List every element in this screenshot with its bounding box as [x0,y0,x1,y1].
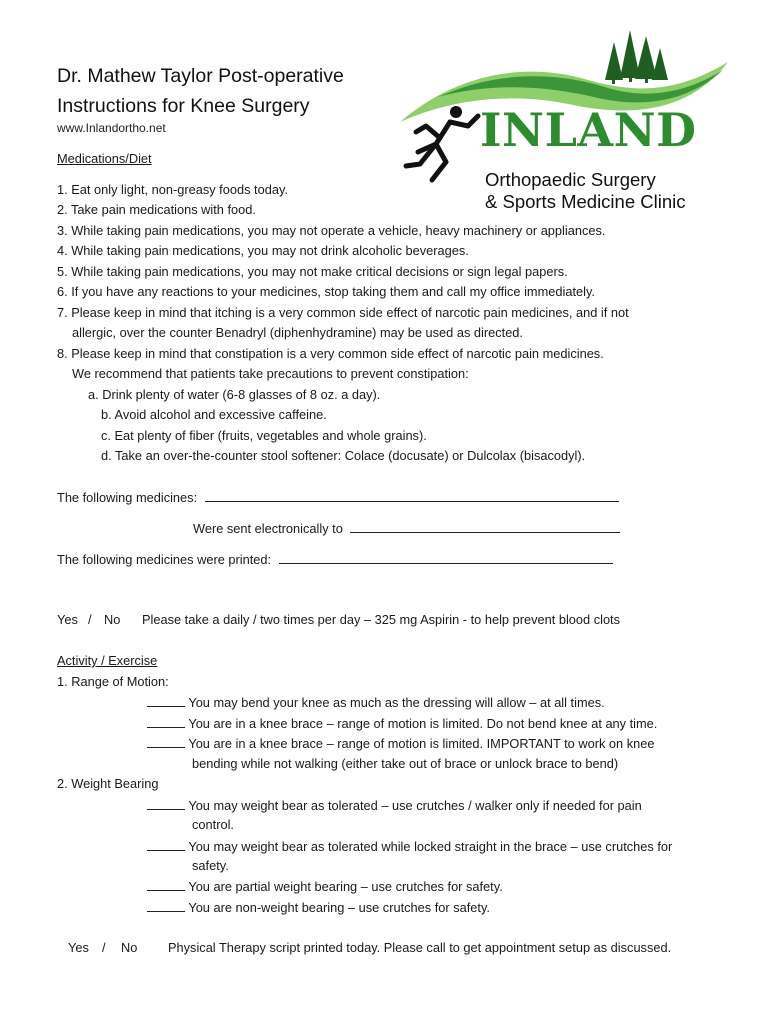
medication-item: 4. While taking pain medications, you may not drink alcoholic beverages. [57,243,469,258]
logo-wordmark: INLAND [480,103,697,157]
weight-option-label: You may weight bear as tolerated while locked straight in the brace – use crutches for [188,839,673,854]
constipation-tip: d. Take an over-the-counter stool softener: Colace (docusate) or Dulcolax (bisacodyl). [101,448,586,463]
title-line-2: Instructions for Knee Surgery [57,95,310,117]
range-of-motion-heading: 1. Range of Motion: [57,674,169,689]
medicines-printed-label: The following medicines were printed: [57,552,272,567]
medicines-printed-row [57,550,613,568]
therapy-no[interactable]: No [121,940,138,955]
range-option [147,734,654,752]
medication-item: 5. While taking pain medications, you may not make critical decisions or sign legal papers. [57,264,568,279]
following-medicines-label: The following medicines: [57,490,198,505]
medication-item-continuation: allergic, over the counter Benadryl (diphenhydramine) may be used as directed. [72,325,523,340]
page-title [57,61,344,121]
range-option-blank[interactable] [147,734,185,748]
website-link[interactable]: www.Inlandortho.net [57,121,166,135]
sent-electronically-row [193,519,620,537]
pine-trees-icon [605,30,668,84]
weight-option [147,877,503,895]
range-option-label: You are in a knee brace – range of motion is limited. IMPORTANT to work on knee [188,736,655,751]
aspirin-no[interactable]: No [104,612,121,627]
medication-item: 3. While taking pain medications, you may not operate a vehicle, heavy machinery or appliances. [57,223,606,238]
weight-option-label: You may weight bear as tolerated – use crutches / walker only if needed for pain [188,798,642,813]
sent-electronically-label: Were sent electronically to [193,521,343,536]
constipation-tip: c. Eat plenty of fiber (fruits, vegetables and whole grains). [101,428,427,443]
weight-option-blank[interactable] [147,898,185,912]
medication-item: 6. If you have any reactions to your medicines, stop taking them and call my office immediately. [57,284,595,299]
medication-item: 7. Please keep in mind that itching is a very common side effect of narcotic pain medicines, and if not [57,305,629,320]
weight-option-blank[interactable] [147,796,185,810]
weight-option [147,898,490,916]
weight-option-label: You are partial weight bearing – use crutches for safety. [188,879,503,894]
activity-heading: Activity / Exercise [57,653,158,668]
therapy-yes[interactable]: Yes [68,940,89,955]
medicines-printed-blank[interactable] [279,550,613,564]
therapy-instruction: Physical Therapy script printed today. Please call to get appointment setup as discussed. [168,940,672,955]
medication-item: 8. Please keep in mind that constipation is a very common side effect of narcotic pain medicines. [57,346,604,361]
constipation-tip: b. Avoid alcohol and excessive caffeine. [101,407,327,422]
range-option-blank[interactable] [147,693,185,707]
weight-option [147,837,672,855]
medications-heading: Medications/Diet [57,151,152,166]
weight-option-label: You are non-weight bearing – use crutches for safety. [188,900,490,915]
runner-icon [406,106,478,180]
medication-item: 2. Take pain medications with food. [57,202,256,217]
following-medicines-blank[interactable] [205,488,619,502]
aspirin-yes[interactable]: Yes [57,612,78,627]
range-option [147,693,605,711]
range-option [147,714,657,732]
title-line-1: Dr. Mathew Taylor Post-operative [57,65,344,87]
range-option-continuation: bending while not walking (either take out of brace or unlock brace to bend) [192,756,619,771]
weight-option-blank[interactable] [147,837,185,851]
weight-option-continuation: safety. [192,858,229,873]
weight-option-continuation: control. [192,817,234,832]
logo-subtitle-1: Orthopaedic Surgery [485,169,656,190]
range-option-blank[interactable] [147,714,185,728]
weight-bearing-heading: 2. Weight Bearing [57,776,159,791]
constipation-tip: a. Drink plenty of water (6-8 glasses of 8 oz. a day). [88,387,381,402]
range-option-label: You are in a knee brace – range of motion is limited. Do not bend knee at any time. [188,716,658,731]
sent-electronically-blank[interactable] [350,519,620,533]
medication-item-continuation: We recommend that patients take precautions to prevent constipation: [72,366,469,381]
weight-option-blank[interactable] [147,877,185,891]
aspirin-instruction: Please take a daily / two times per day – 325 mg Aspirin - to help prevent blood clots [142,612,621,627]
aspirin-separator: / [88,612,92,627]
therapy-separator: / [102,940,106,955]
following-medicines-row [57,488,619,506]
medication-item: 1. Eat only light, non-greasy foods today. [57,182,288,197]
weight-option [147,796,642,814]
range-option-label: You may bend your knee as much as the dressing will allow – at all times. [188,695,605,710]
logo-subtitle-2: & Sports Medicine Clinic [485,191,686,212]
